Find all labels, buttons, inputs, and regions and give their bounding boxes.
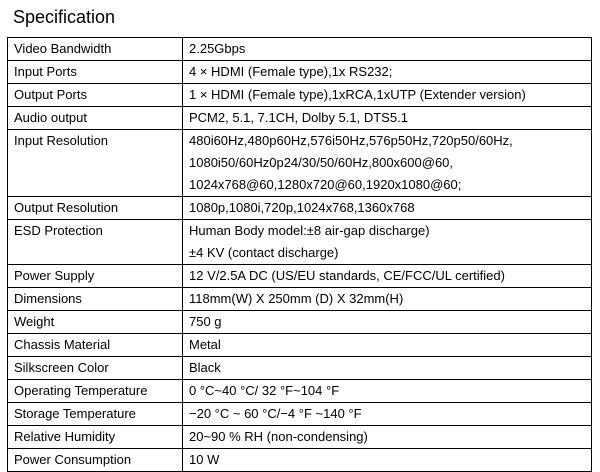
table-row: [8, 334, 592, 357]
table-row: [8, 107, 592, 130]
spec-value: [183, 334, 592, 357]
spec-label: Input Resolution: [8, 130, 183, 197]
spec-value-line: 750 g: [189, 314, 222, 329]
spec-label: Power Consumption: [8, 449, 183, 472]
spec-value: [183, 197, 592, 220]
spec-value-line: Human Body model:±8 air-gap discharge): [189, 223, 430, 238]
spec-value-line: 0 °C~40 °C/ 32 °F~104 °F: [189, 383, 340, 398]
spec-value-line: 4 × HDMI (Female type),1x RS232;: [189, 64, 393, 79]
spec-value: [183, 130, 592, 197]
spec-value-line: 2.25Gbps: [189, 41, 246, 56]
spec-label: Dimensions: [8, 288, 183, 311]
table-row: [8, 220, 592, 265]
spec-label: Silkscreen Color: [8, 357, 183, 380]
spec-value-line: 1024x768@60,1280x720@60,1920x1080@60;: [189, 177, 462, 192]
spec-value: [183, 357, 592, 380]
spec-value: [183, 84, 592, 107]
spec-value: [183, 107, 592, 130]
spec-value-line: Black: [189, 360, 221, 375]
spec-value: [183, 449, 592, 472]
table-row: [8, 357, 592, 380]
table-row: [8, 130, 592, 197]
spec-value: [183, 220, 592, 265]
table-row: [8, 265, 592, 288]
spec-label: Audio output: [8, 107, 183, 130]
spec-value-line: 1080i50/60Hz0p24/30/50/60Hz,800x600@60,: [189, 155, 454, 170]
spec-label: Relative Humidity: [8, 426, 183, 449]
spec-label: ESD Protection: [8, 220, 183, 265]
table-row: [8, 426, 592, 449]
spec-label: Video Bandwidth: [8, 38, 183, 61]
spec-label: Output Resolution: [8, 197, 183, 220]
table-row: [8, 288, 592, 311]
table-row: [8, 84, 592, 107]
page-title: Specification: [13, 7, 116, 27]
spec-label: Storage Temperature: [8, 403, 183, 426]
spec-value: [183, 403, 592, 426]
spec-value-line: 10 W: [189, 452, 220, 467]
table-row: [8, 403, 592, 426]
spec-value-line: 1080p,1080i,720p,1024x768,1360x768: [189, 200, 415, 215]
spec-value: [183, 288, 592, 311]
spec-value: [183, 61, 592, 84]
table-row: [8, 197, 592, 220]
spec-value-line: Metal: [189, 337, 221, 352]
spec-table: [7, 37, 592, 472]
spec-label: Chassis Material: [8, 334, 183, 357]
spec-value: [183, 265, 592, 288]
spec-value-line: PCM2, 5.1, 7.1CH, Dolby 5.1, DTS5.1: [189, 110, 408, 125]
table-row: [8, 449, 592, 472]
spec-label: Power Supply: [8, 265, 183, 288]
spec-value: [183, 38, 592, 61]
spec-label: Operating Temperature: [8, 380, 183, 403]
spec-value-line: 480i60Hz,480p60Hz,576i50Hz,576p50Hz,720p50/60Hz,: [189, 133, 513, 148]
spec-value-line: 1 × HDMI (Female type),1xRCA,1xUTP (Extender version): [189, 87, 526, 102]
spec-value: [183, 380, 592, 403]
spec-table-body: [8, 38, 592, 472]
spec-label: Input Ports: [8, 61, 183, 84]
spec-label: Weight: [8, 311, 183, 334]
spec-value-line: 20~90 % RH (non-condensing): [189, 429, 368, 444]
spec-value: [183, 426, 592, 449]
table-row: [8, 380, 592, 403]
spec-value-line: −20 °C ~ 60 °C/−4 °F ~140 °F: [189, 406, 362, 421]
table-row: [8, 61, 592, 84]
table-row: [8, 38, 592, 61]
spec-value-line: 118mm(W) X 250mm (D) X 32mm(H): [189, 291, 404, 306]
spec-value: [183, 311, 592, 334]
table-row: [8, 311, 592, 334]
spec-value-line: ±4 KV (contact discharge): [189, 245, 339, 260]
spec-value-line: 12 V/2.5A DC (US/EU standards, CE/FCC/UL certified): [189, 268, 505, 283]
spec-label: Output Ports: [8, 84, 183, 107]
